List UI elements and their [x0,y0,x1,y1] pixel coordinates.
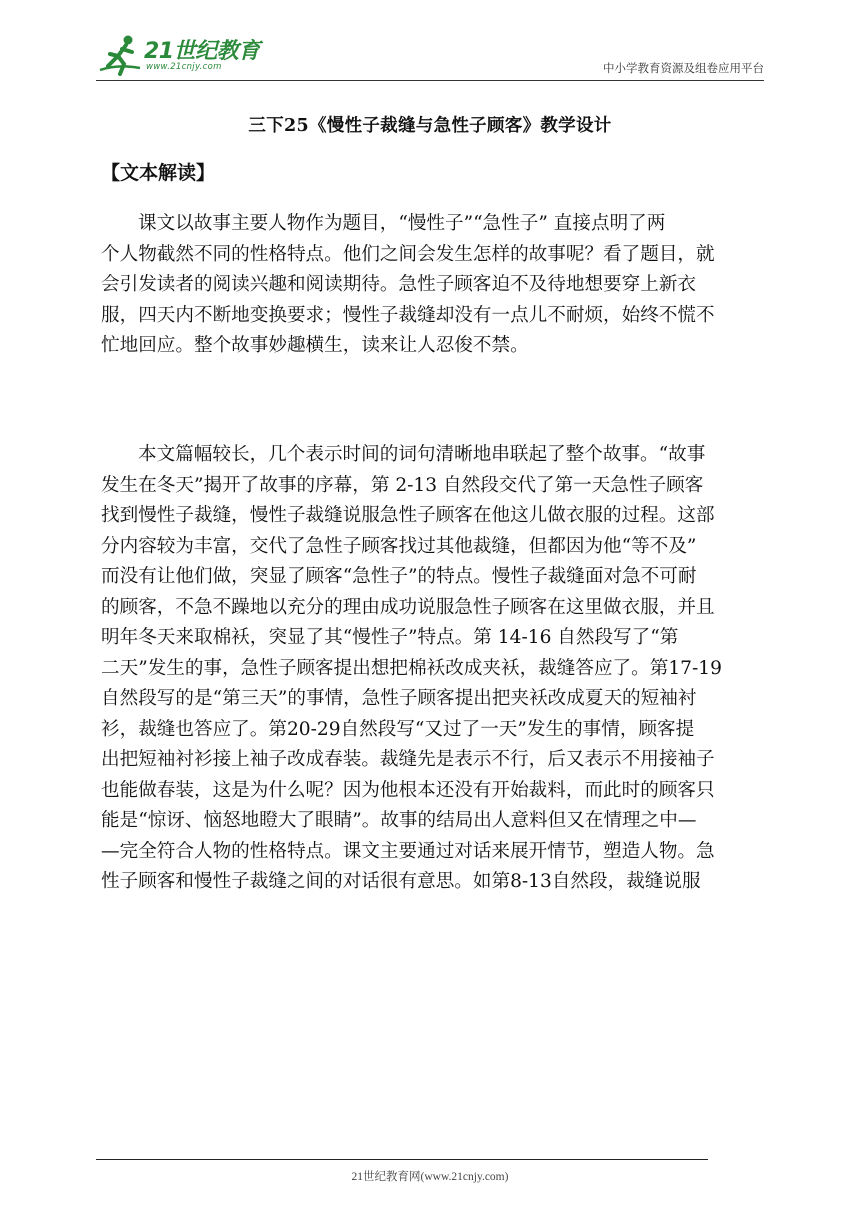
paragraph-1 [101,209,761,362]
platform-name: 中小学教育资源及组卷应用平台 [603,61,764,75]
document-title: 三下25《慢性子裁缝与急性子顾客》教学设计 [248,116,612,136]
paragraph-line: 会引发读者的阅读兴趣和阅读期待。急性子顾客迫不及待地想要穿上新衣 [101,274,697,295]
paragraph-line: —完全符合人物的性格特点。课文主要通过对话来展开情节，塑造人物。急 [101,840,715,862]
logo [96,32,266,78]
logo-text: 21世纪教育 [144,39,260,64]
logo-url: www.21cnjy.com [146,62,222,72]
page-footer: 21世纪教育网(www.21cnjy.com) [351,1171,509,1183]
paragraph-line: 出把短袖衬衫接上袖子改成春装。裁缝先是表示不行，后又表示不用接袖子 [101,749,715,770]
paragraph-line: 明年冬天来取棉袄，突显了其“慢性子”特点。第 14-16 自然段写了“第 [101,627,679,648]
paragraph-line: 自然段写的是“第三天”的事情，急性子顾客提出把夹袄改成夏天的短袖衬 [101,688,697,709]
paragraph-line: 二天”发生的事，急性子顾客提出想把棉袄改成夹袄，裁缝答应了。第17-19 [101,657,722,679]
paragraph-line: 服，四天内不断地变换要求；慢性子裁缝却没有一点儿不耐烦，始终不慌不 [101,304,715,326]
paragraph-line: 个人物截然不同的性格特点。他们之间会发生怎样的故事呢？看了题目，就 [101,243,715,265]
paragraph-line: 性子顾客和慢性子裁缝之间的对话很有意思。如第8-13自然段，裁缝说服 [101,871,701,892]
paragraph-line: 忙地回应。整个故事妙趣横生，读来让人忍俊不禁。 [101,335,529,356]
paragraph-2 [101,440,761,898]
paragraph-line: 也能做春装，这是为什么呢？因为他根本还没有开始裁料，而此时的顾客只 [101,779,715,801]
section-heading: 【文本解读】 [101,162,216,184]
paragraph-line: 而没有让他们做，突显了顾客“急性子”的特点。慢性子裁缝面对急不可耐 [101,566,697,587]
paragraph-line: 衫，裁缝也答应了。第20-29自然段写“又过了一天”发生的事情，顾客提 [101,718,695,740]
paragraph-line: 能是“惊讶、恼怒地瞪大了眼睛”。故事的结局出人意料但又在情理之中— [101,810,697,831]
paragraph-line: 找到慢性子裁缝，慢性子裁缝说服急性子顾客在他这儿做衣服的过程。这部 [101,505,715,526]
paragraph-line: 本文篇幅较长，几个表示时间的词句清晰地串联起了整个故事。“故事 [138,444,706,465]
paragraph-line: 分内容较为丰富，交代了急性子顾客找过其他裁缝，但都因为他“等不及” [101,535,697,557]
footer-divider [96,1159,708,1160]
paragraph-line: 的顾客，不急不躁地以充分的理由成功说服急性子顾客在这里做衣服，并且 [101,596,715,618]
paragraph-line: 课文以故事主要人物作为题目，“慢性子”“急性子” 直接点明了两 [138,213,666,234]
page-header [96,32,764,82]
paragraph-line: 发生在冬天”揭开了故事的序幕，第 2-13 自然段交代了第一天急性子顾客 [101,474,704,496]
header-divider [96,80,764,81]
runner-logo-icon [98,34,142,76]
